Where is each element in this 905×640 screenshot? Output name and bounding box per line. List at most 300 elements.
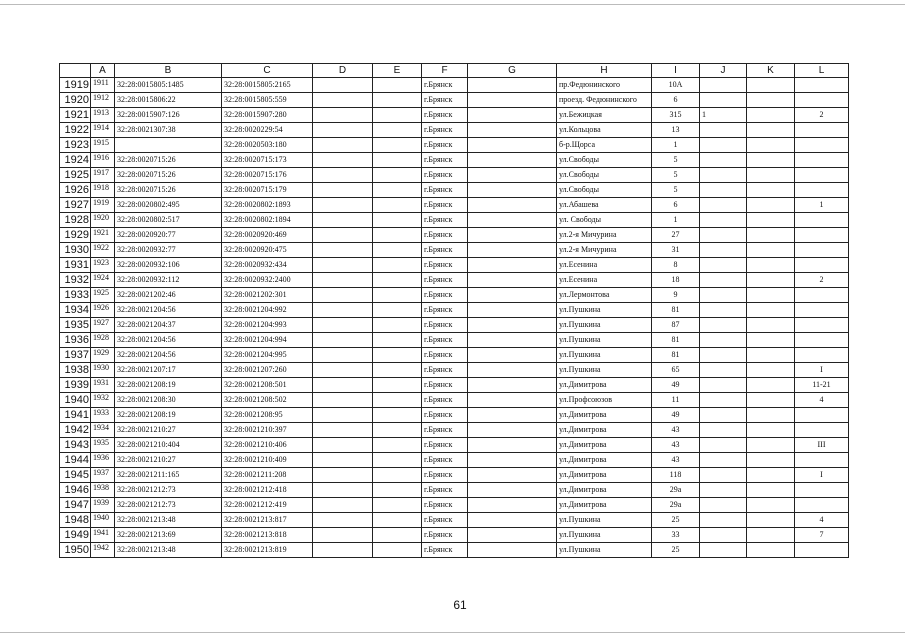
cell-j[interactable] xyxy=(700,243,747,258)
cell-l[interactable]: 2 xyxy=(795,108,849,123)
cell-h[interactable]: ул.Пушкина xyxy=(557,513,652,528)
cell-h[interactable]: ул.Свободы xyxy=(557,183,652,198)
cell-l[interactable]: III xyxy=(795,438,849,453)
cell-i[interactable]: 18 xyxy=(652,273,700,288)
cell-g[interactable] xyxy=(468,438,557,453)
cell-l[interactable] xyxy=(795,288,849,303)
cell-e[interactable] xyxy=(373,183,422,198)
cell-e[interactable] xyxy=(373,213,422,228)
cell-c[interactable]: 32:28:0021213:817 xyxy=(222,513,313,528)
cell-g[interactable] xyxy=(468,393,557,408)
cell-j[interactable] xyxy=(700,198,747,213)
cell-g[interactable] xyxy=(468,318,557,333)
cell-e[interactable] xyxy=(373,423,422,438)
cell-l[interactable] xyxy=(795,543,849,558)
row-number[interactable]: 1942 xyxy=(60,423,91,438)
cell-e[interactable] xyxy=(373,198,422,213)
cell-l[interactable] xyxy=(795,78,849,93)
cell-a[interactable]: 1922 xyxy=(91,243,115,258)
cell-f[interactable]: г.Брянск xyxy=(422,528,468,543)
cell-k[interactable] xyxy=(747,318,795,333)
cell-a[interactable]: 1938 xyxy=(91,483,115,498)
cell-e[interactable] xyxy=(373,243,422,258)
cell-g[interactable] xyxy=(468,513,557,528)
cell-i[interactable]: 43 xyxy=(652,453,700,468)
cell-a[interactable]: 1917 xyxy=(91,168,115,183)
cell-b[interactable]: 32:28:0021213:48 xyxy=(115,543,222,558)
cell-b[interactable]: 32:28:0021210:404 xyxy=(115,438,222,453)
cell-f[interactable]: г.Брянск xyxy=(422,453,468,468)
cell-e[interactable] xyxy=(373,273,422,288)
cell-j[interactable] xyxy=(700,498,747,513)
cell-d[interactable] xyxy=(313,408,373,423)
cell-j[interactable] xyxy=(700,333,747,348)
cell-i[interactable]: 81 xyxy=(652,333,700,348)
cell-a[interactable]: 1924 xyxy=(91,273,115,288)
cell-k[interactable] xyxy=(747,168,795,183)
cell-i[interactable]: 8 xyxy=(652,258,700,273)
cell-g[interactable] xyxy=(468,363,557,378)
cell-j[interactable] xyxy=(700,303,747,318)
cell-k[interactable] xyxy=(747,408,795,423)
cell-f[interactable]: г.Брянск xyxy=(422,198,468,213)
cell-g[interactable] xyxy=(468,423,557,438)
cell-a[interactable]: 1920 xyxy=(91,213,115,228)
cell-d[interactable] xyxy=(313,423,373,438)
cell-f[interactable]: г.Брянск xyxy=(422,543,468,558)
row-number[interactable]: 1932 xyxy=(60,273,91,288)
cell-e[interactable] xyxy=(373,468,422,483)
cell-j[interactable] xyxy=(700,363,747,378)
cell-h[interactable]: ул.Есенина xyxy=(557,258,652,273)
row-number[interactable]: 1928 xyxy=(60,213,91,228)
cell-i[interactable]: 1 xyxy=(652,138,700,153)
cell-e[interactable] xyxy=(373,303,422,318)
row-number[interactable]: 1931 xyxy=(60,258,91,273)
cell-e[interactable] xyxy=(373,408,422,423)
row-number[interactable]: 1940 xyxy=(60,393,91,408)
cell-c[interactable]: 32:28:0021208:95 xyxy=(222,408,313,423)
cell-f[interactable]: г.Брянск xyxy=(422,423,468,438)
cell-d[interactable] xyxy=(313,543,373,558)
cell-c[interactable]: 32:28:0020920:469 xyxy=(222,228,313,243)
cell-j[interactable] xyxy=(700,288,747,303)
cell-h[interactable]: ул.Пушкина xyxy=(557,363,652,378)
cell-l[interactable] xyxy=(795,498,849,513)
cell-b[interactable]: 32:28:0015805:1485 xyxy=(115,78,222,93)
cell-e[interactable] xyxy=(373,258,422,273)
cell-f[interactable]: г.Брянск xyxy=(422,123,468,138)
cell-c[interactable]: 32:28:0021204:994 xyxy=(222,333,313,348)
cell-a[interactable]: 1932 xyxy=(91,393,115,408)
cell-b[interactable]: 32:28:0015806:22 xyxy=(115,93,222,108)
cell-c[interactable]: 32:28:0020715:173 xyxy=(222,153,313,168)
cell-k[interactable] xyxy=(747,438,795,453)
cell-b[interactable]: 32:28:0021204:56 xyxy=(115,333,222,348)
cell-j[interactable] xyxy=(700,183,747,198)
cell-e[interactable] xyxy=(373,333,422,348)
cell-l[interactable]: 4 xyxy=(795,393,849,408)
cell-g[interactable] xyxy=(468,78,557,93)
cell-c[interactable]: 32:28:0015907:280 xyxy=(222,108,313,123)
cell-f[interactable]: г.Брянск xyxy=(422,483,468,498)
cell-g[interactable] xyxy=(468,543,557,558)
cell-b[interactable]: 32:28:0020920:77 xyxy=(115,228,222,243)
cell-i[interactable]: 87 xyxy=(652,318,700,333)
cell-l[interactable] xyxy=(795,333,849,348)
cell-k[interactable] xyxy=(747,528,795,543)
cell-h[interactable]: ул.Пушкина xyxy=(557,348,652,363)
cell-j[interactable] xyxy=(700,318,747,333)
cell-c[interactable]: 32:28:0021204:992 xyxy=(222,303,313,318)
cell-c[interactable]: 32:28:0021210:406 xyxy=(222,438,313,453)
cell-j[interactable] xyxy=(700,258,747,273)
cell-e[interactable] xyxy=(373,228,422,243)
cell-h[interactable]: проезд. Федюнинского xyxy=(557,93,652,108)
cell-k[interactable] xyxy=(747,363,795,378)
cell-b[interactable]: 32:28:0020802:517 xyxy=(115,213,222,228)
cell-l[interactable] xyxy=(795,303,849,318)
cell-f[interactable]: г.Брянск xyxy=(422,468,468,483)
cell-e[interactable] xyxy=(373,288,422,303)
cell-d[interactable] xyxy=(313,288,373,303)
row-number[interactable]: 1921 xyxy=(60,108,91,123)
cell-f[interactable]: г.Брянск xyxy=(422,303,468,318)
cell-d[interactable] xyxy=(313,333,373,348)
cell-l[interactable] xyxy=(795,318,849,333)
cell-g[interactable] xyxy=(468,198,557,213)
cell-e[interactable] xyxy=(373,363,422,378)
cell-a[interactable]: 1926 xyxy=(91,303,115,318)
cell-h[interactable]: б-р.Щорса xyxy=(557,138,652,153)
cell-h[interactable]: ул.Кольцова xyxy=(557,123,652,138)
cell-f[interactable]: г.Брянск xyxy=(422,363,468,378)
cell-d[interactable] xyxy=(313,243,373,258)
cell-f[interactable]: г.Брянск xyxy=(422,168,468,183)
cell-g[interactable] xyxy=(468,468,557,483)
cell-c[interactable]: 32:28:0020503:180 xyxy=(222,138,313,153)
cell-a[interactable]: 1936 xyxy=(91,453,115,468)
row-number[interactable]: 1934 xyxy=(60,303,91,318)
row-number[interactable]: 1922 xyxy=(60,123,91,138)
cell-k[interactable] xyxy=(747,543,795,558)
cell-c[interactable]: 32:28:0021204:995 xyxy=(222,348,313,363)
cell-l[interactable] xyxy=(795,348,849,363)
cell-f[interactable]: г.Брянск xyxy=(422,333,468,348)
cell-d[interactable] xyxy=(313,93,373,108)
cell-d[interactable] xyxy=(313,438,373,453)
cell-i[interactable]: 49 xyxy=(652,378,700,393)
cell-b[interactable]: 32:28:0021212:73 xyxy=(115,498,222,513)
cell-i[interactable]: 31 xyxy=(652,243,700,258)
cell-j[interactable] xyxy=(700,468,747,483)
cell-c[interactable]: 32:28:0020229:54 xyxy=(222,123,313,138)
cell-b[interactable]: 32:28:0021211:165 xyxy=(115,468,222,483)
cell-k[interactable] xyxy=(747,228,795,243)
cell-a[interactable]: 1925 xyxy=(91,288,115,303)
cell-a[interactable]: 1929 xyxy=(91,348,115,363)
cell-a[interactable]: 1919 xyxy=(91,198,115,213)
row-number[interactable]: 1943 xyxy=(60,438,91,453)
cell-c[interactable]: 32:28:0021210:409 xyxy=(222,453,313,468)
row-number[interactable]: 1938 xyxy=(60,363,91,378)
cell-d[interactable] xyxy=(313,228,373,243)
cell-k[interactable] xyxy=(747,108,795,123)
cell-f[interactable]: г.Брянск xyxy=(422,228,468,243)
cell-k[interactable] xyxy=(747,453,795,468)
cell-h[interactable]: ул.Абашева xyxy=(557,198,652,213)
cell-c[interactable]: 32:28:0021213:819 xyxy=(222,543,313,558)
cell-i[interactable]: 27 xyxy=(652,228,700,243)
cell-f[interactable]: г.Брянск xyxy=(422,513,468,528)
cell-b[interactable]: 32:28:0021210:27 xyxy=(115,423,222,438)
cell-j[interactable] xyxy=(700,78,747,93)
cell-g[interactable] xyxy=(468,243,557,258)
cell-a[interactable]: 1918 xyxy=(91,183,115,198)
cell-l[interactable] xyxy=(795,243,849,258)
cell-c[interactable]: 32:28:0021204:993 xyxy=(222,318,313,333)
cell-l[interactable] xyxy=(795,93,849,108)
row-number[interactable]: 1927 xyxy=(60,198,91,213)
cell-l[interactable] xyxy=(795,453,849,468)
cell-b[interactable] xyxy=(115,138,222,153)
row-number[interactable]: 1950 xyxy=(60,543,91,558)
cell-j[interactable] xyxy=(700,348,747,363)
cell-c[interactable]: 32:28:0020802:1894 xyxy=(222,213,313,228)
cell-c[interactable]: 32:28:0021207:260 xyxy=(222,363,313,378)
cell-h[interactable]: ул.Димитрова xyxy=(557,483,652,498)
cell-b[interactable]: 32:28:0021213:69 xyxy=(115,528,222,543)
cell-b[interactable]: 32:28:0021212:73 xyxy=(115,483,222,498)
cell-k[interactable] xyxy=(747,483,795,498)
cell-b[interactable]: 32:28:0021208:19 xyxy=(115,408,222,423)
cell-a[interactable]: 1928 xyxy=(91,333,115,348)
cell-c[interactable]: 32:28:0020920:475 xyxy=(222,243,313,258)
cell-c[interactable]: 32:28:0020715:179 xyxy=(222,183,313,198)
cell-a[interactable]: 1934 xyxy=(91,423,115,438)
cell-i[interactable]: 13 xyxy=(652,123,700,138)
cell-e[interactable] xyxy=(373,528,422,543)
cell-h[interactable]: ул.Димитрова xyxy=(557,438,652,453)
cell-b[interactable]: 32:28:0021208:19 xyxy=(115,378,222,393)
cell-j[interactable] xyxy=(700,438,747,453)
column-header-a[interactable]: A xyxy=(91,64,115,78)
cell-l[interactable]: 4 xyxy=(795,513,849,528)
cell-f[interactable]: г.Брянск xyxy=(422,213,468,228)
column-header-j[interactable]: J xyxy=(700,64,747,78)
cell-k[interactable] xyxy=(747,288,795,303)
cell-f[interactable]: г.Брянск xyxy=(422,108,468,123)
cell-i[interactable]: 6 xyxy=(652,198,700,213)
cell-d[interactable] xyxy=(313,213,373,228)
cell-d[interactable] xyxy=(313,108,373,123)
cell-c[interactable]: 32:28:0020932:2400 xyxy=(222,273,313,288)
cell-g[interactable] xyxy=(468,183,557,198)
cell-c[interactable]: 32:28:0021212:418 xyxy=(222,483,313,498)
cell-l[interactable] xyxy=(795,153,849,168)
cell-l[interactable] xyxy=(795,213,849,228)
cell-e[interactable] xyxy=(373,153,422,168)
cell-j[interactable] xyxy=(700,93,747,108)
cell-e[interactable] xyxy=(373,93,422,108)
cell-a[interactable]: 1927 xyxy=(91,318,115,333)
cell-d[interactable] xyxy=(313,528,373,543)
cell-a[interactable]: 1937 xyxy=(91,468,115,483)
cell-k[interactable] xyxy=(747,303,795,318)
cell-f[interactable]: г.Брянск xyxy=(422,318,468,333)
cell-c[interactable]: 32:28:0020802:1893 xyxy=(222,198,313,213)
cell-j[interactable] xyxy=(700,528,747,543)
cell-k[interactable] xyxy=(747,423,795,438)
cell-i[interactable]: 43 xyxy=(652,423,700,438)
cell-g[interactable] xyxy=(468,258,557,273)
cell-h[interactable]: ул.Бежицкая xyxy=(557,108,652,123)
cell-i[interactable]: 43 xyxy=(652,438,700,453)
cell-g[interactable] xyxy=(468,483,557,498)
cell-k[interactable] xyxy=(747,183,795,198)
cell-d[interactable] xyxy=(313,363,373,378)
cell-c[interactable]: 32:28:0015805:2165 xyxy=(222,78,313,93)
cell-b[interactable]: 32:28:0020932:112 xyxy=(115,273,222,288)
cell-h[interactable]: ул. Свободы xyxy=(557,213,652,228)
cell-e[interactable] xyxy=(373,78,422,93)
cell-g[interactable] xyxy=(468,288,557,303)
cell-j[interactable] xyxy=(700,273,747,288)
row-number[interactable]: 1924 xyxy=(60,153,91,168)
cell-l[interactable]: 2 xyxy=(795,273,849,288)
cell-i[interactable]: 10А xyxy=(652,78,700,93)
cell-k[interactable] xyxy=(747,243,795,258)
cell-g[interactable] xyxy=(468,123,557,138)
cell-k[interactable] xyxy=(747,153,795,168)
cell-a[interactable]: 1935 xyxy=(91,438,115,453)
column-header-f[interactable]: F xyxy=(422,64,468,78)
cell-d[interactable] xyxy=(313,153,373,168)
cell-b[interactable]: 32:28:0021213:48 xyxy=(115,513,222,528)
cell-i[interactable]: 1 xyxy=(652,213,700,228)
cell-k[interactable] xyxy=(747,138,795,153)
cell-l[interactable] xyxy=(795,423,849,438)
cell-j[interactable] xyxy=(700,423,747,438)
cell-j[interactable]: 1 xyxy=(700,108,747,123)
cell-g[interactable] xyxy=(468,378,557,393)
cell-b[interactable]: 32:28:0021202:46 xyxy=(115,288,222,303)
cell-g[interactable] xyxy=(468,528,557,543)
cell-b[interactable]: 32:28:0020715:26 xyxy=(115,153,222,168)
cell-f[interactable]: г.Брянск xyxy=(422,153,468,168)
cell-h[interactable]: ул.Пушкина xyxy=(557,333,652,348)
cell-e[interactable] xyxy=(373,138,422,153)
column-header-h[interactable]: H xyxy=(557,64,652,78)
cell-f[interactable]: г.Брянск xyxy=(422,438,468,453)
cell-b[interactable]: 32:28:0021210:27 xyxy=(115,453,222,468)
cell-a[interactable]: 1923 xyxy=(91,258,115,273)
row-number[interactable]: 1919 xyxy=(60,78,91,93)
cell-l[interactable] xyxy=(795,123,849,138)
row-number[interactable]: 1948 xyxy=(60,513,91,528)
cell-h[interactable]: ул.Димитрова xyxy=(557,498,652,513)
cell-k[interactable] xyxy=(747,93,795,108)
cell-l[interactable]: I xyxy=(795,468,849,483)
cell-b[interactable]: 32:28:0021204:37 xyxy=(115,318,222,333)
cell-e[interactable] xyxy=(373,543,422,558)
cell-g[interactable] xyxy=(468,108,557,123)
cell-d[interactable] xyxy=(313,393,373,408)
cell-g[interactable] xyxy=(468,93,557,108)
cell-b[interactable]: 32:28:0020802:495 xyxy=(115,198,222,213)
cell-b[interactable]: 32:28:0021307:38 xyxy=(115,123,222,138)
row-number[interactable]: 1945 xyxy=(60,468,91,483)
cell-g[interactable] xyxy=(468,333,557,348)
cell-j[interactable] xyxy=(700,408,747,423)
cell-a[interactable]: 1915 xyxy=(91,138,115,153)
column-header-l[interactable]: L xyxy=(795,64,849,78)
cell-i[interactable]: 9 xyxy=(652,288,700,303)
cell-k[interactable] xyxy=(747,258,795,273)
cell-h[interactable]: ул.2-я Мичурина xyxy=(557,228,652,243)
row-number[interactable]: 1937 xyxy=(60,348,91,363)
cell-h[interactable]: пр.Федюнинского xyxy=(557,78,652,93)
cell-h[interactable]: ул.Свободы xyxy=(557,168,652,183)
cell-g[interactable] xyxy=(468,228,557,243)
cell-g[interactable] xyxy=(468,168,557,183)
cell-i[interactable]: 25 xyxy=(652,543,700,558)
cell-d[interactable] xyxy=(313,498,373,513)
cell-k[interactable] xyxy=(747,198,795,213)
cell-e[interactable] xyxy=(373,498,422,513)
cell-f[interactable]: г.Брянск xyxy=(422,183,468,198)
cell-h[interactable]: ул.Димитрова xyxy=(557,468,652,483)
cell-a[interactable]: 1916 xyxy=(91,153,115,168)
row-number[interactable]: 1929 xyxy=(60,228,91,243)
cell-j[interactable] xyxy=(700,138,747,153)
cell-k[interactable] xyxy=(747,333,795,348)
cell-g[interactable] xyxy=(468,453,557,468)
cell-a[interactable]: 1939 xyxy=(91,498,115,513)
row-number[interactable]: 1933 xyxy=(60,288,91,303)
cell-i[interactable]: 49 xyxy=(652,408,700,423)
cell-k[interactable] xyxy=(747,78,795,93)
row-number[interactable]: 1923 xyxy=(60,138,91,153)
cell-k[interactable] xyxy=(747,123,795,138)
cell-c[interactable]: 32:28:0021211:208 xyxy=(222,468,313,483)
cell-b[interactable]: 32:28:0020932:106 xyxy=(115,258,222,273)
cell-j[interactable] xyxy=(700,378,747,393)
cell-g[interactable] xyxy=(468,303,557,318)
cell-d[interactable] xyxy=(313,123,373,138)
row-number[interactable]: 1939 xyxy=(60,378,91,393)
cell-b[interactable]: 32:28:0020715:26 xyxy=(115,183,222,198)
cell-d[interactable] xyxy=(313,483,373,498)
cell-f[interactable]: г.Брянск xyxy=(422,408,468,423)
cell-c[interactable]: 32:28:0020715:176 xyxy=(222,168,313,183)
cell-e[interactable] xyxy=(373,513,422,528)
cell-f[interactable]: г.Брянск xyxy=(422,93,468,108)
cell-k[interactable] xyxy=(747,273,795,288)
cell-a[interactable]: 1930 xyxy=(91,363,115,378)
cell-c[interactable]: 32:28:0021212:419 xyxy=(222,498,313,513)
cell-f[interactable]: г.Брянск xyxy=(422,243,468,258)
cell-j[interactable] xyxy=(700,393,747,408)
cell-c[interactable]: 32:28:0015805:559 xyxy=(222,93,313,108)
cell-e[interactable] xyxy=(373,453,422,468)
row-number[interactable]: 1941 xyxy=(60,408,91,423)
cell-k[interactable] xyxy=(747,348,795,363)
row-number[interactable]: 1935 xyxy=(60,318,91,333)
cell-j[interactable] xyxy=(700,483,747,498)
cell-e[interactable] xyxy=(373,348,422,363)
cell-f[interactable]: г.Брянск xyxy=(422,273,468,288)
